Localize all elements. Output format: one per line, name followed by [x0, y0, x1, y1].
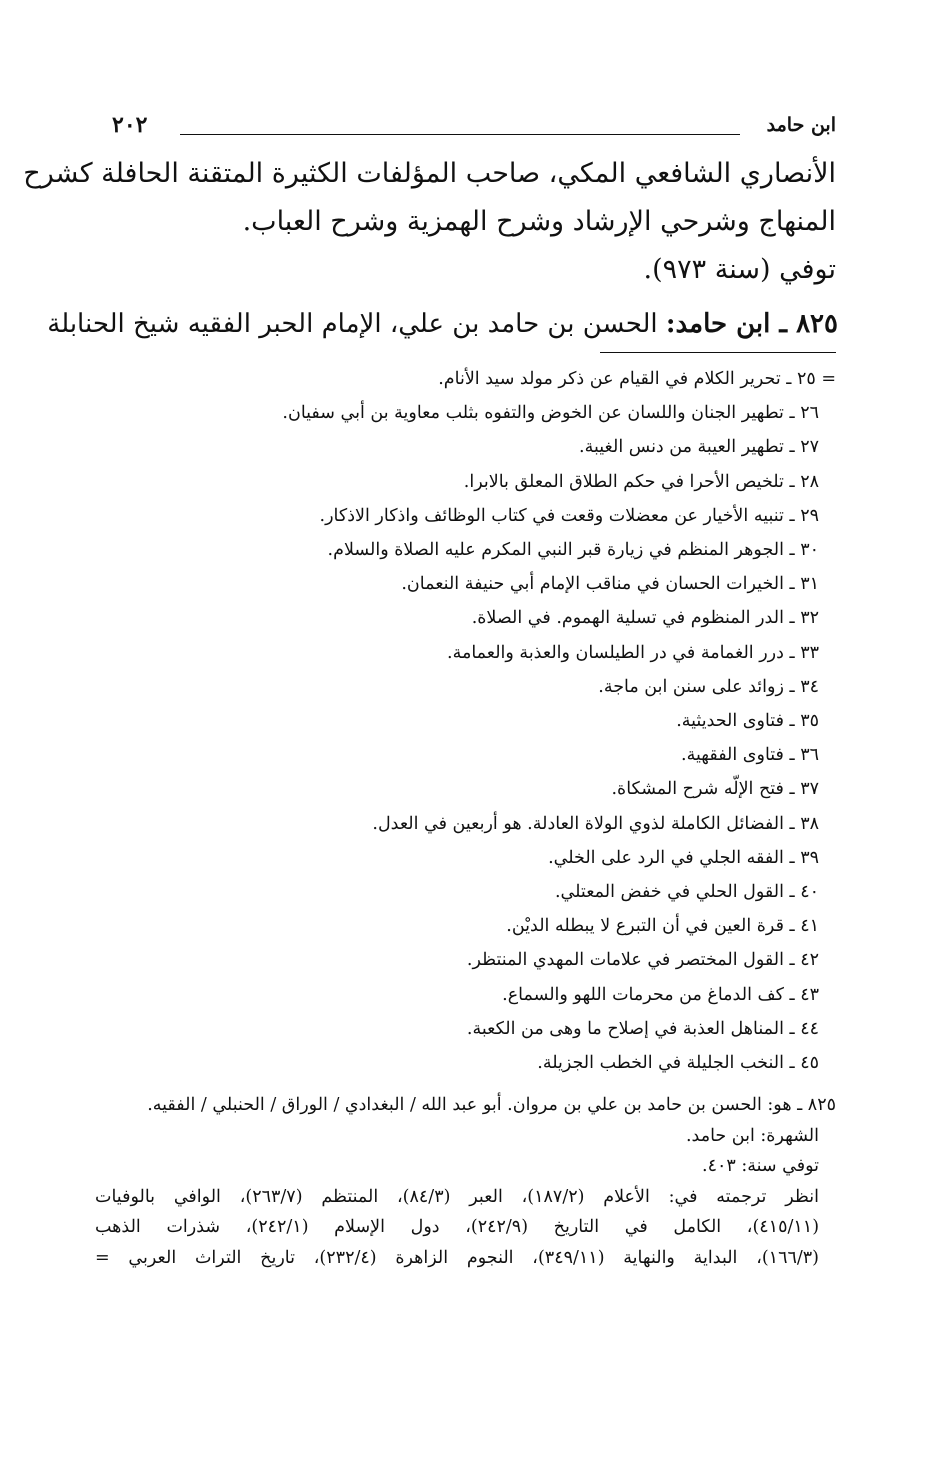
entry-text: الحسن بن حامد بن علي، الإمام الحبر الفقيه شيخ الحنابلة	[47, 309, 658, 339]
list-item: ٢٧ ـ تطهير العيبة من دنس الغيبة.	[579, 437, 819, 458]
entry-heading	[47, 300, 838, 348]
footnote-biography	[96, 1090, 836, 1273]
list-item: ٤٠ ـ القول الحلي في خفض المعتلي.	[554, 882, 819, 903]
list-item: ٢٦ ـ تطهير الجنان واللسان عن الخوض والتفوه بثلب معاوية بن أبي سفيان.	[282, 403, 819, 424]
list-item: = ٢٥ ـ تحرير الكلام في القيام عن ذكر مولد سيد الأنام.	[438, 369, 836, 389]
list-item: ٣٤ ـ زوائد على سنن ابن ماجة.	[598, 676, 819, 697]
footnote-works-list	[111, 362, 836, 1080]
page-number: ٢٠٢	[112, 112, 148, 138]
list-item: ٣٥ ـ فتاوى الحديثية.	[676, 711, 819, 732]
entry-number: ٨٢٥ ـ ابن حامد:	[665, 309, 838, 339]
list-item: ٣٠ ـ الجوهر المنظم في زيارة قبر النبي المكرم عليه الصلاة والسلام.	[327, 540, 819, 561]
list-item: ٤٤ ـ المناهل العذبة في إصلاح ما وهى من الكعبة.	[466, 1018, 819, 1039]
footnote-bio-line: ٨٢٥ ـ هو: الحسن بن حامد بن علي بن مروان. أبو عبد الله / البغدادي / الوراق / الحنبلي / الفقيه.	[147, 1095, 836, 1115]
list-item: ٣٢ ـ الدر المنظوم في تسلية الهموم. في الصلاة.	[471, 608, 819, 629]
list-item: ٤٢ ـ القول المختصر في علامات المهدي المنتظر.	[466, 950, 819, 971]
list-item: ٣٩ ـ الفقه الجلي في الرد على الخلي.	[548, 847, 819, 868]
list-item: ٣٦ ـ فتاوى الفقهية.	[681, 745, 819, 766]
header-rule	[180, 134, 740, 135]
list-item: ٣٨ ـ الفضائل الكاملة لذوي الولاة العادلة. هو أربعين في العدل.	[372, 813, 819, 834]
main-line-1: الأنصاري الشافعي المكي، صاحب المؤلفات الكثيرة المتقنة الحافلة كشرح	[23, 158, 836, 189]
running-title: ابن حامد	[766, 114, 836, 136]
list-item: ٣١ ـ الخيرات الحسان في مناقب الإمام أبي حنيفة النعمان.	[401, 574, 819, 595]
footnote-bio-line: الشهرة: ابن حامد.	[685, 1125, 819, 1146]
footnote-bio-line: (٤١٥/١١)، الكامل في التاريخ (٢٤٢/٩)، دول الإسلام (٢٤٢/١)، شذرات الذهب	[95, 1217, 820, 1237]
main-line-3: توفي (سنة ٩٧٣).	[643, 254, 836, 285]
list-item: ٢٩ ـ تنبيه الأخيار عن معضلات وقعت في كتاب الوظائف واذكار الاذكار.	[319, 505, 819, 526]
main-text	[23, 150, 836, 294]
main-line-2: المنهاج وشرحي الإرشاد وشرح الهمزية وشرح العباب.	[242, 206, 836, 237]
footnote-bio-line: توفي سنة: ٤٠٣.	[702, 1156, 819, 1176]
list-item: ٣٣ ـ درر الغمامة في در الطيلسان والعذبة والعمامة.	[447, 642, 819, 663]
page-header	[112, 112, 836, 152]
footnote-bio-line: انظر ترجمته في: الأعلام (١٨٧/٢)، العبر (٨٤/٣)، المنتظم (٢٦٣/٧)، الوافي بالوفيات	[95, 1186, 819, 1207]
list-item: ٤٥ ـ النخب الجليلة في الخطب الجزيلة.	[537, 1053, 819, 1074]
list-item: ٣٧ ـ فتح الإلّه شرح المشكاة.	[611, 779, 819, 800]
list-item: ٢٨ ـ تلخيص الأحرا في حكم الطلاق المعلق بالابرا.	[463, 471, 819, 492]
list-item: ٤٣ ـ كف الدماغ من محرمات اللهو والسماع.	[502, 984, 819, 1005]
list-item: ٤١ ـ قرة العين في أن التبرع لا يبطله الديْن.	[506, 916, 819, 937]
footnote-bio-line: (١٦٦/٣)، البداية والنهاية (٣٤٩/١١)، النجوم الزاهرة (٢٣٢/٤)، تاريخ التراث العربي =	[95, 1247, 819, 1268]
footnote-separator	[600, 352, 836, 353]
